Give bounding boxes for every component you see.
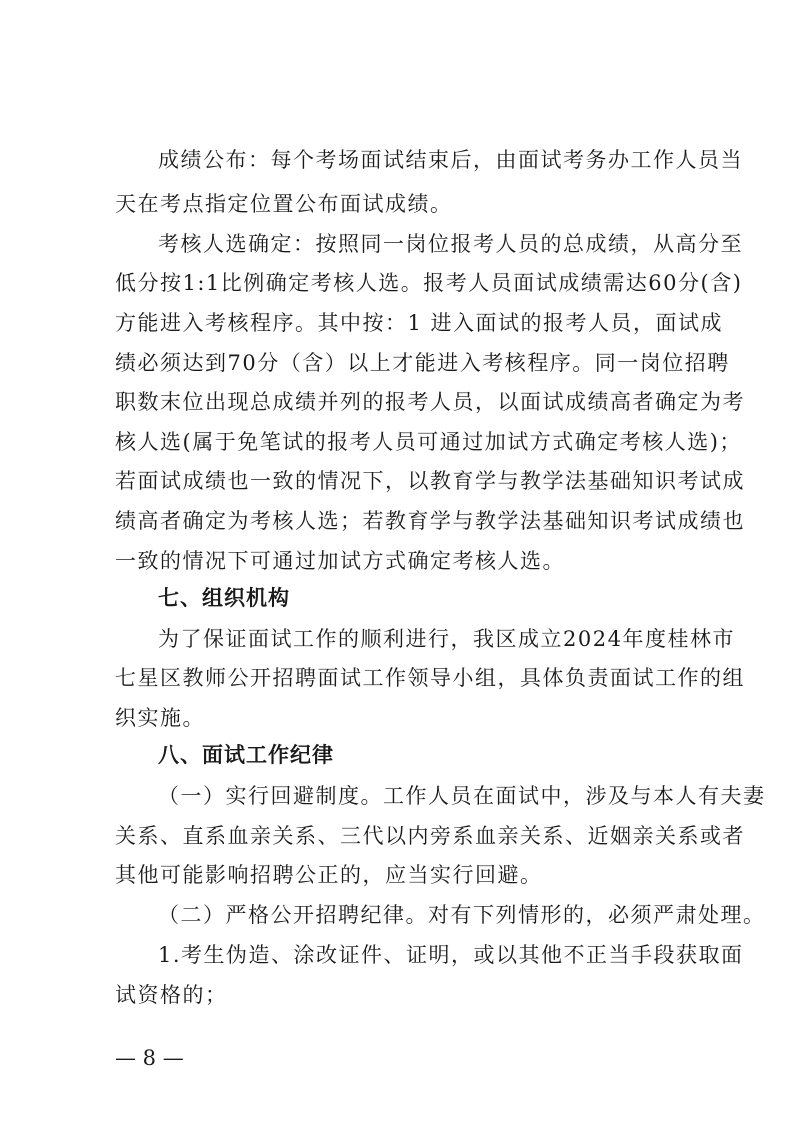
paragraph-line: （二）严格公开招聘纪律。对有下列情形的，必须严肃处理。 [158,903,766,927]
paragraph-line: 绩高者确定为考核人选；若教育学与教学法基础知识考试成绩也 [115,509,745,533]
section-heading-discipline: 八、面试工作纪律 [158,743,334,767]
paragraph-line: 若面试成绩也一致的情况下，以教育学与教学法基础知识考试成 [115,469,745,493]
paragraph-line: 考核人选确定：按照同一岗位报考人员的总成绩，从高分至 [158,232,743,256]
paragraph-line: 天在考点指定位置公布面试成绩。 [115,192,453,216]
paragraph-line: 一致的情况下可通过加试方式确定考核人选。 [115,549,565,573]
paragraph-line: 方能进入考核程序。其中按：1 进入面试的报考人员，面试成 [115,311,724,335]
paragraph-line: 绩必须达到70分（含）以上才能进入考核程序。同一岗位招聘 [115,351,730,375]
list-item-line: 试资格的； [115,983,228,1007]
section-heading-organization: 七、组织机构 [158,586,290,610]
page-number: — 8 — [115,1046,184,1070]
paragraph-line: 核人选(属于免笔试的报考人员可通过加试方式确定考核人选)； [115,430,742,454]
paragraph-line: 关系、直系血亲关系、三代以内旁系血亲关系、近姻亲关系或者 [115,824,745,848]
paragraph-line: （一）实行回避制度。工作人员在面试中，涉及与本人有夫妻 [158,784,766,808]
paragraph-line: 成绩公布：每个考场面试结束后，由面试考务办工作人员当 [158,148,743,172]
paragraph-line: 职数末位出现总成绩并列的报考人员，以面试成绩高者确定为考 [115,390,745,414]
list-item-line: 1.考生伪造、涂改证件、证明，或以其他不正当手段获取面 [158,943,744,967]
paragraph-line: 其他可能影响招聘公正的，应当实行回避。 [115,863,543,887]
paragraph-line: 低分按1:1比例确定考核人选。报考人员面试成绩需达60分(含) [115,271,743,295]
paragraph-line: 为了保证面试工作的顺利进行，我区成立2024年度桂林市 [158,627,735,651]
paragraph-line: 织实施。 [115,706,205,730]
paragraph-line: 七星区教师公开招聘面试工作领导小组，具体负责面试工作的组 [115,666,745,690]
